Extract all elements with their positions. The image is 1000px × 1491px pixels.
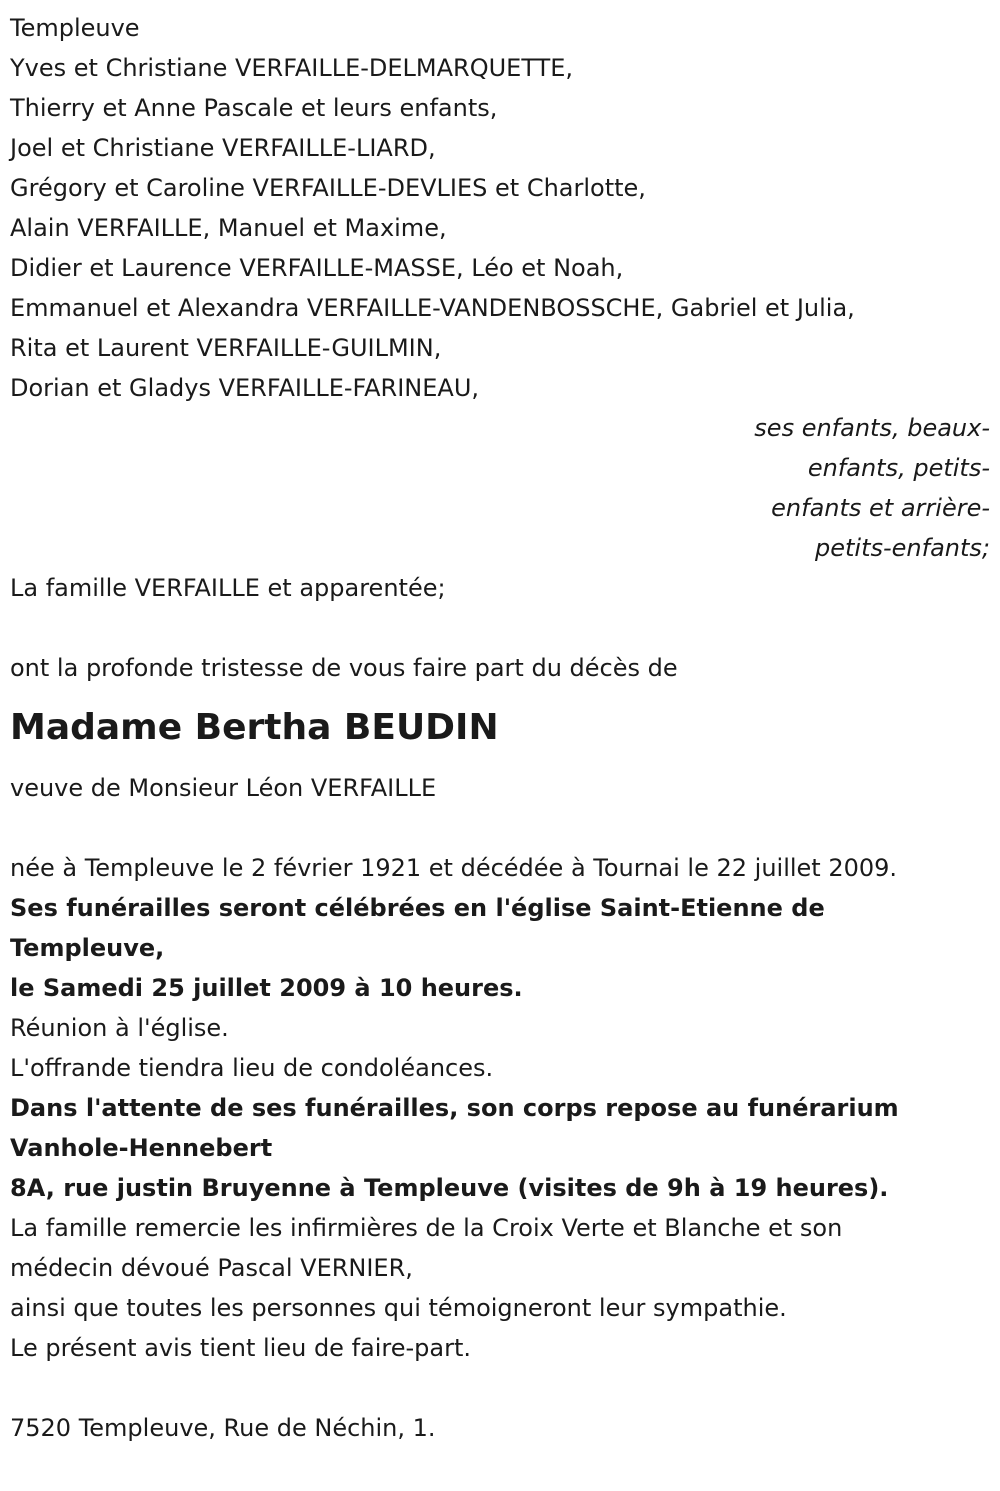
relation-line: enfants, petits- — [807, 454, 990, 482]
extended-family: La famille VERFAILLE et apparentée; — [10, 574, 446, 602]
relation-caption — [10, 408, 990, 568]
relation-line: enfants et arrière- — [771, 494, 990, 522]
deceased-name: Madame Bertha BEUDIN — [10, 707, 499, 748]
family-line: Didier et Laurence VERFAILLE-MASSE, Léo et Noah, — [10, 254, 624, 282]
funeral-location: Ses funérailles seront célébrées en l'église Saint-Etienne de — [10, 894, 825, 922]
spacer — [10, 808, 990, 848]
spacer — [10, 608, 990, 648]
funeral-home-name: Vanhole-Hennebert — [10, 1134, 273, 1162]
family-address: 7520 Templeuve, Rue de Néchin, 1. — [10, 1414, 436, 1442]
funeral-date: le Samedi 25 juillet 2009 à 10 heures. — [10, 974, 523, 1002]
thanks-text: ainsi que toutes les personnes qui témoigneront leur sympathie. — [10, 1294, 787, 1322]
family-line: Grégory et Caroline VERFAILLE-DEVLIES et Charlotte, — [10, 174, 646, 202]
funeral-home-address: 8A, rue justin Bruyenne à Templeuve (visites de 9h à 19 heures). — [10, 1174, 889, 1202]
notice-text: Le présent avis tient lieu de faire-part. — [10, 1334, 472, 1362]
birth-death-dates: née à Templeuve le 2 février 1921 et décédée à Tournai le 22 juillet 2009. — [10, 854, 898, 882]
thanks-text: médecin dévoué Pascal VERNIER, — [10, 1254, 413, 1282]
family-line: Rita et Laurent VERFAILLE-GUILMIN, — [10, 334, 442, 362]
meeting-place: Réunion à l'église. — [10, 1014, 229, 1042]
funeral-location-cont: Templeuve, — [10, 934, 165, 962]
spacer — [10, 1368, 990, 1408]
family-line: Thierry et Anne Pascale et leurs enfants, — [10, 94, 498, 122]
family-line: Dorian et Gladys VERFAILLE-FARINEAU, — [10, 374, 480, 402]
family-list — [10, 48, 990, 408]
announcement-text: ont la profonde tristesse de vous faire part du décès de — [10, 654, 678, 682]
family-line: Alain VERFAILLE, Manuel et Maxime, — [10, 214, 447, 242]
relation-line: ses enfants, beaux- — [754, 414, 990, 442]
location-heading: Templeuve — [10, 14, 140, 42]
family-line: Joel et Christiane VERFAILLE-LIARD, — [10, 134, 436, 162]
widow-of: veuve de Monsieur Léon VERFAILLE — [10, 774, 437, 802]
relation-line: petits-enfants; — [815, 534, 990, 562]
family-line: Yves et Christiane VERFAILLE-DELMARQUETTE, — [10, 54, 574, 82]
offering-note: L'offrande tiendra lieu de condoléances. — [10, 1054, 494, 1082]
thanks-text: La famille remercie les infirmières de la Croix Verte et Blanche et son — [10, 1214, 843, 1242]
family-line: Emmanuel et Alexandra VERFAILLE-VANDENBOSSCHE, Gabriel et Julia, — [10, 294, 855, 322]
rest-place: Dans l'attente de ses funérailles, son corps repose au funérarium — [10, 1094, 899, 1122]
